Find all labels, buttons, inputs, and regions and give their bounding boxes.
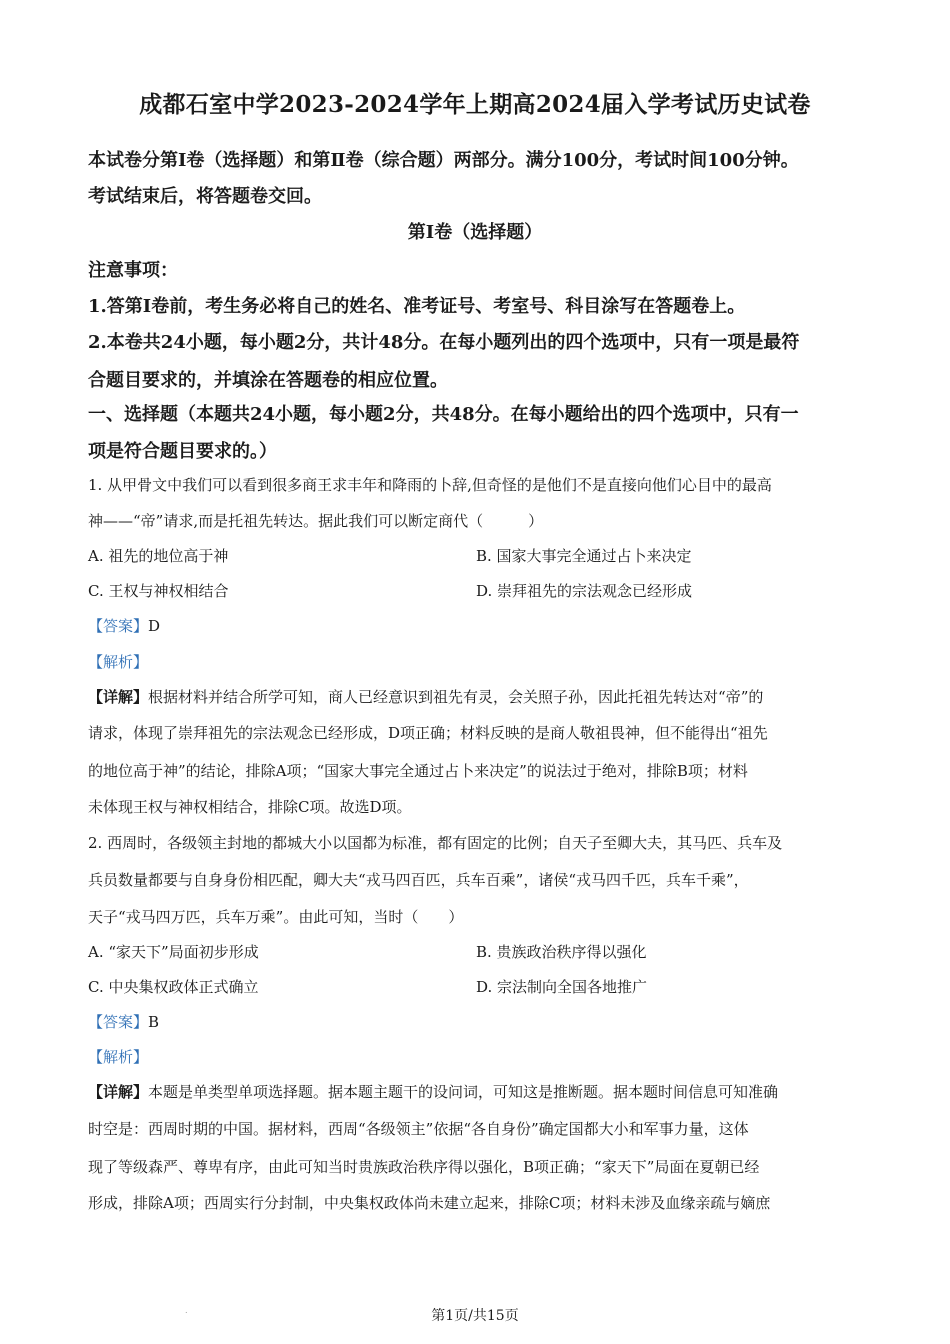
q2-option-c: C. 中央集权政体正式确立 [88, 978, 259, 996]
q2-detail-line-3: 现了等级森严、尊卑有序，由此可知当时贵族政治秩序得以强化，B项正确；“家天下”局面在夏朝已经 [88, 1158, 760, 1176]
q2-option-d: D. 宗法制向全国各地推广 [476, 978, 648, 996]
q2-stem-line-1: 2. 西周时，各级领主封地的都城大小以国都为标准，都有固定的比例；自天子至卿大夫，其马匹、兵车及 [88, 834, 783, 852]
part1-instruction-line-1: 一、选择题（本题共24小题，每小题2分，共48分。在每小题给出的四个选项中，只有一 [88, 404, 799, 425]
page-footer: 第1页/共15页 [431, 1308, 519, 1324]
q1-option-d: D. 崇拜祖先的宗法观念已经形成 [476, 582, 693, 600]
q1-detail-line-4: 未体现王权与神权相结合，排除C项。故选D项。 [88, 798, 412, 816]
q2-option-a: A. “家天下”局面初步形成 [88, 943, 259, 961]
notes-item-1: 1.答第Ⅰ卷前，考生务必将自己的姓名、准考证号、考室号、科目涂写在答题卷上。 [88, 296, 746, 317]
q2-detail-line-1 [88, 1081, 778, 1102]
q1-option-a: A. 祖先的地位高于神 [88, 547, 229, 565]
q2-option-b: B. 贵族政治秩序得以强化 [476, 943, 647, 961]
intro-line-2: 考试结束后，将答题卷交回。 [88, 186, 322, 207]
notes-heading: 注意事项： [88, 260, 178, 281]
q1-detail-tag: 【详解】 [88, 688, 149, 706]
q2-detail-text-1: 本题是单类型单项选择题。据本题主题干的设问词，可知这是推断题。据本题时间信息可知准确 [148, 1083, 779, 1101]
q2-stem-line-3: 天子“戎马四万匹，兵车万乘”。由此可知，当时（ ） [88, 908, 464, 926]
q1-answer-tag: 【答案】 [88, 617, 149, 635]
q1-detail-text-1: 根据材料并结合所学可知，商人已经意识到祖先有灵，会关照子孙，因此托祖先转达对“帝”的 [148, 688, 764, 706]
decorative-dot: . [185, 1306, 188, 1315]
q2-detail-line-2: 时空是：西周时期的中国。据材料，西周“各级领主”依据“各自身份”确定国都大小和军事力量，这体 [88, 1120, 749, 1138]
q1-detail-line-2: 请求，体现了崇拜祖先的宗法观念已经形成，D项正确；材料反映的是商人敬祖畏神，但不能得出“祖先 [88, 724, 768, 742]
q1-stem-line-2: 神——“帝”请求,而是托祖先转达。据此我们可以断定商代（ ） [88, 512, 544, 530]
q1-option-b: B. 国家大事完全通过占卜来决定 [476, 547, 692, 565]
notes-item-2-line-2: 合题目要求的，并填涂在答题卷的相应位置。 [88, 370, 448, 391]
q2-stem-line-2: 兵员数量都要与自身身份相匹配，卿大夫“戎马四百匹，兵车百乘”，诸侯“戎马四千匹，兵车千乘”， [88, 871, 749, 889]
q2-answer-value: B [148, 1013, 160, 1031]
q2-answer-tag: 【答案】 [88, 1013, 149, 1031]
q1-detail-line-1 [88, 686, 763, 707]
q2-detail-line-4: 形成，排除A项；西周实行分封制，中央集权政体尚未建立起来，排除C项；材料未涉及血缘亲疏与嫡庶 [88, 1194, 771, 1212]
part1-instruction-line-2: 项是符合题目要求的。） [88, 441, 277, 462]
q2-analysis-tag: 【解析】 [88, 1048, 149, 1066]
q1-option-c: C. 王权与神权相结合 [88, 582, 229, 600]
section-title: 第Ⅰ卷（选择题） [407, 222, 543, 243]
intro-line-1: 本试卷分第Ⅰ卷（选择题）和第Ⅱ卷（综合题）两部分。满分100分，考试时间100分钟。 [88, 150, 799, 171]
q1-answer [88, 615, 160, 636]
q1-stem-line-1: 1. 从甲骨文中我们可以看到很多商王求丰年和降雨的卜辞,但奇怪的是他们不是直接向他们心目中的最高 [88, 476, 772, 494]
q1-answer-value: D [148, 617, 161, 635]
q2-answer [88, 1011, 159, 1032]
page-title: 成都石室中学2023-2024学年上期高2024届入学考试历史试卷 [139, 91, 811, 118]
q1-analysis-tag: 【解析】 [88, 653, 149, 671]
q2-detail-tag: 【详解】 [88, 1083, 149, 1101]
notes-item-2-line-1: 2.本卷共24小题，每小题2分，共计48分。在每小题列出的四个选项中，只有一项是最符 [88, 332, 800, 353]
q1-detail-line-3: 的地位高于神”的结论，排除A项；“国家大事完全通过占卜来决定”的说法过于绝对，排除B项；材料 [88, 762, 748, 780]
